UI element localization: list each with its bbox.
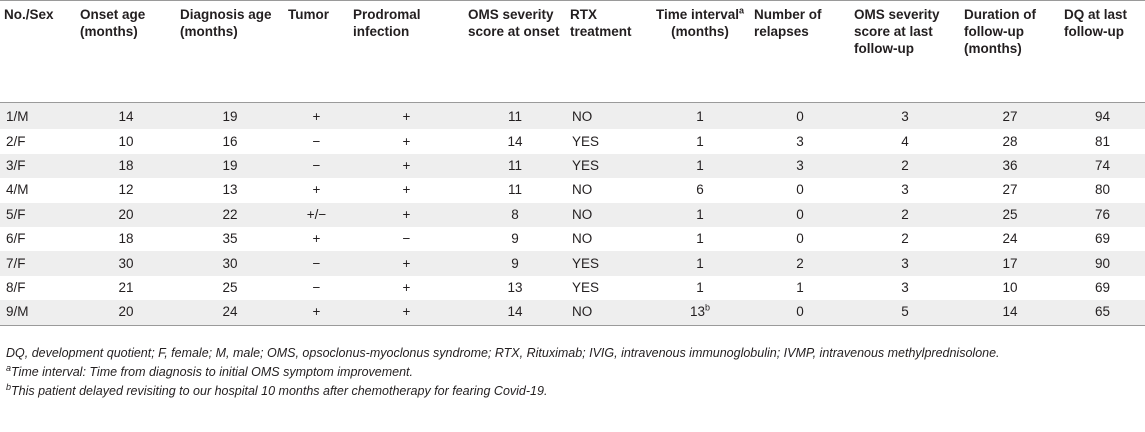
cell-tumor: + bbox=[312, 231, 321, 247]
cell-rtx-treatment: NO bbox=[566, 300, 650, 325]
cell-diagnosis-age: 16 bbox=[222, 133, 238, 149]
cell-time-interval: 1 bbox=[696, 279, 704, 295]
cell-oms-onset: 9 bbox=[464, 251, 566, 275]
cell-diagnosis-age: 30 bbox=[176, 251, 284, 275]
header-number-of-relapses: Number of relapses bbox=[750, 1, 850, 103]
cell-rtx-treatment: NO bbox=[566, 203, 650, 227]
cell-oms-last: 3 bbox=[901, 279, 909, 295]
cell-time-interval: 1 bbox=[650, 203, 750, 227]
cell-oms-onset: 13 bbox=[507, 279, 523, 295]
cell-prodromal-infection: + bbox=[349, 154, 464, 178]
cell-number-of-relapses: 0 bbox=[750, 300, 850, 325]
footnote-a-marker: a bbox=[739, 5, 745, 16]
header-diagnosis-age: Diagnosis age (months) bbox=[176, 1, 284, 103]
header-time-interval: Time interval$^a$ (months) bbox=[650, 1, 750, 103]
cell-prodromal-infection: + bbox=[402, 133, 411, 149]
table-row bbox=[0, 300, 1145, 325]
cell-oms-onset: 14 bbox=[464, 300, 566, 325]
cell-onset-age: 21 bbox=[118, 279, 134, 295]
header-no-sex: No./Sex bbox=[0, 1, 76, 103]
cell-time-interval: 1 bbox=[650, 251, 750, 275]
cell-diagnosis-age: 19 bbox=[176, 154, 284, 178]
cell-oms-last: 5 bbox=[850, 300, 960, 325]
footnote-b: $^b$This patient delayed revisiting to our hospital 10 months after chemotherapy for fearing Covid-19. bbox=[6, 381, 548, 398]
cell-tumor: − bbox=[312, 133, 321, 149]
cell-prodromal-infection: + bbox=[402, 279, 411, 295]
cell-prodromal-infection: + bbox=[349, 251, 464, 275]
cell-tumor: + bbox=[312, 182, 321, 198]
cell-rtx-treatment: NO bbox=[572, 182, 593, 198]
header-prodromal-infection: Prodromal infection bbox=[349, 1, 464, 103]
cell-oms-onset: 14 bbox=[507, 133, 523, 149]
cell-onset-age: 10 bbox=[118, 133, 134, 149]
table-row bbox=[0, 227, 1145, 251]
cell-rtx-treatment: YES bbox=[572, 279, 600, 295]
header-tumor: Tumor bbox=[284, 1, 349, 103]
cell-number-of-relapses: 0 bbox=[750, 203, 850, 227]
cell-diagnosis-age: 22 bbox=[176, 203, 284, 227]
cell-number-of-relapses: 0 bbox=[750, 103, 850, 130]
cell-rtx-treatment: NO bbox=[566, 103, 650, 130]
cell-number-of-relapses: 3 bbox=[750, 154, 850, 178]
cell-oms-last: 2 bbox=[901, 231, 909, 247]
header-oms-onset: OMS severity score at onset bbox=[464, 1, 566, 103]
table-row bbox=[0, 251, 1145, 275]
cell-diagnosis-age: 25 bbox=[222, 279, 238, 295]
cell-time-interval: 1 bbox=[650, 154, 750, 178]
cell-number-of-relapses: 3 bbox=[796, 133, 804, 149]
cell-tumor: − bbox=[284, 251, 349, 275]
cell-rtx-treatment: NO bbox=[572, 231, 593, 247]
table-row bbox=[0, 154, 1145, 178]
cell-duration: 17 bbox=[960, 251, 1060, 275]
cell-diagnosis-age: 24 bbox=[176, 300, 284, 325]
cell-rtx-treatment: YES bbox=[566, 154, 650, 178]
cell-onset-age: 30 bbox=[76, 251, 176, 275]
cell-prodromal-infection: + bbox=[349, 300, 464, 325]
cell-tumor: +/− bbox=[284, 203, 349, 227]
cell-oms-onset: 11 bbox=[507, 182, 522, 198]
header-oms-last: OMS severity score at last follow-up bbox=[850, 1, 960, 103]
cell-tumor: − bbox=[284, 154, 349, 178]
table-row bbox=[0, 178, 1145, 202]
cell-oms-last: 2 bbox=[850, 154, 960, 178]
cell-duration: 25 bbox=[960, 203, 1060, 227]
cell-duration: 36 bbox=[960, 154, 1060, 178]
cell-onset-age: 18 bbox=[76, 154, 176, 178]
cell-dq-last: 80 bbox=[1094, 182, 1111, 198]
table-body bbox=[0, 103, 1145, 326]
cell-tumor: − bbox=[312, 279, 321, 295]
cell-diagnosis-age: 19 bbox=[176, 103, 284, 130]
cell-number-of-relapses: 1 bbox=[796, 279, 804, 295]
header-dq-last: DQ at last follow-up bbox=[1060, 1, 1145, 103]
cell-dq-last: 69 bbox=[1094, 279, 1111, 295]
abbreviations-note: DQ, development quotient; F, female; M, male; OMS, opsoclonus-myoclonus syndrome; RTX, Rituximab; IVIG, intravenous immunoglobulin; IVMP, intravenous methylprednisolone. bbox=[6, 346, 1000, 360]
cell-duration: 27 bbox=[1002, 182, 1018, 198]
cell-diagnosis-age: 13 bbox=[222, 182, 238, 198]
table-header-row bbox=[0, 1, 1145, 103]
cell-prodromal-infection: + bbox=[349, 103, 464, 130]
header-duration: Duration of follow-up (months) bbox=[960, 1, 1060, 103]
cell-prodromal-infection: + bbox=[402, 182, 411, 198]
cell-onset-age: 20 bbox=[76, 300, 176, 325]
cell-prodromal-infection: + bbox=[349, 203, 464, 227]
table-row bbox=[0, 203, 1145, 227]
cell-dq-last: 69 bbox=[1094, 231, 1111, 247]
table-row bbox=[0, 129, 1145, 153]
cell-diagnosis-age: 35 bbox=[222, 231, 238, 247]
cell-oms-last: 2 bbox=[850, 203, 960, 227]
footnote-a: $^a$Time interval: Time from diagnosis to initial OMS symptom improvement. bbox=[6, 362, 413, 379]
cell-dq-last: 76 bbox=[1060, 203, 1145, 227]
cell-no-sex: 1/M bbox=[0, 103, 76, 130]
cell-onset-age: 14 bbox=[76, 103, 176, 130]
cell-no-sex: 4/M bbox=[6, 182, 29, 198]
cell-rtx-treatment: YES bbox=[572, 133, 600, 149]
cell-tumor: + bbox=[284, 300, 349, 325]
cell-dq-last: 81 bbox=[1094, 133, 1111, 149]
cell-no-sex: 3/F bbox=[0, 154, 76, 178]
cell-time-interval: 6 bbox=[696, 182, 704, 198]
cell-duration: 10 bbox=[1002, 279, 1018, 295]
header-onset-age: Onset age (months) bbox=[76, 1, 176, 103]
cell-duration: 14 bbox=[960, 300, 1060, 325]
cell-oms-last: 3 bbox=[850, 251, 960, 275]
table-row bbox=[0, 103, 1145, 130]
cell-time-interval: 1 bbox=[696, 133, 704, 149]
cell-onset-age: 18 bbox=[118, 231, 134, 247]
cell-duration: 24 bbox=[1002, 231, 1018, 247]
cell-oms-last: 3 bbox=[901, 182, 909, 198]
cell-dq-last: 74 bbox=[1060, 154, 1145, 178]
cell-number-of-relapses: 0 bbox=[796, 231, 804, 247]
cell-oms-onset: 9 bbox=[511, 231, 519, 247]
cell-oms-last: 4 bbox=[901, 133, 909, 149]
cell-number-of-relapses: 2 bbox=[750, 251, 850, 275]
cell-time-interval: 1 bbox=[696, 231, 704, 247]
cell-onset-age: 12 bbox=[118, 182, 134, 198]
cell-number-of-relapses: 0 bbox=[796, 182, 804, 198]
cell-onset-age: 20 bbox=[76, 203, 176, 227]
cell-no-sex: 7/F bbox=[0, 251, 76, 275]
cell-no-sex: 6/F bbox=[6, 231, 26, 247]
cell-duration: 27 bbox=[960, 103, 1060, 130]
cell-dq-last: 65 bbox=[1060, 300, 1145, 325]
cell-dq-last: 90 bbox=[1060, 251, 1145, 275]
table-row bbox=[0, 276, 1145, 300]
cell-oms-onset: 11 bbox=[464, 154, 566, 178]
cell-oms-last: 3 bbox=[850, 103, 960, 130]
cell-tumor: + bbox=[284, 103, 349, 130]
cell-duration: 28 bbox=[1002, 133, 1018, 149]
cell-oms-onset: 8 bbox=[464, 203, 566, 227]
cell-prodromal-infection: − bbox=[402, 231, 411, 247]
cell-dq-last: 94 bbox=[1060, 103, 1145, 130]
header-rtx-treatment: RTX treatment bbox=[566, 1, 650, 103]
cell-no-sex: 9/M bbox=[0, 300, 76, 325]
cell-oms-onset: 11 bbox=[464, 103, 566, 130]
table-footnotes bbox=[6, 344, 1000, 401]
cell-no-sex: 8/F bbox=[6, 279, 26, 295]
cell-no-sex: 5/F bbox=[0, 203, 76, 227]
cell-time-interval: 1 bbox=[650, 103, 750, 130]
footnote-marker: b bbox=[705, 302, 711, 313]
cell-rtx-treatment: YES bbox=[566, 251, 650, 275]
cell-no-sex: 2/F bbox=[6, 133, 26, 149]
cell-time-interval: 13$^b$ bbox=[650, 300, 750, 325]
